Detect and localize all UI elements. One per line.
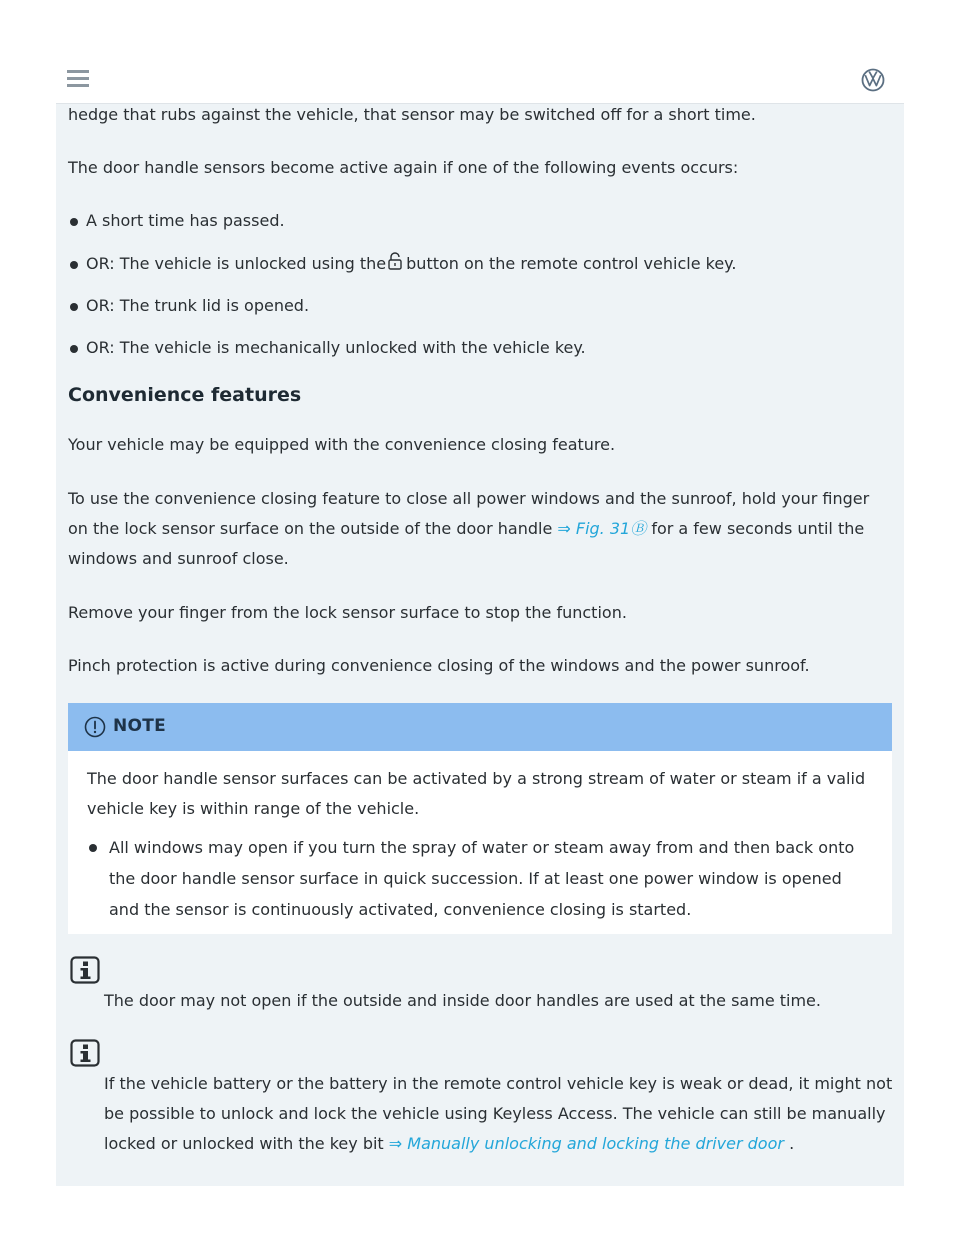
top-bar xyxy=(56,56,904,104)
manual-content: hedge that rubs against the vehicle, that sensor may be switched off for a short time. The door handle sensors become active again if one of the following events occurs: A short time has passed. OR: The vehicle is unlocked using the button on the remote control vehicle key. OR: The trunk lid is opened. OR: The vehicle is mechanically unlocked with the vehicle key. Convenience features Your vehicle may be equipped with the convenience closing feature. To use the convenience closing feature to close all power windows and the sunroof, hold your finger on the lock sensor surface on the outside of the door handle ⇒ Fig. 31Ⓑ for a few seconds until the windows and sunroof close. Remove your finger from the lock sensor surface to stop the function. Pinch protection is active during convenience closing of the windows and the power sunroof. NOTE The door handle sensor surfaces can be activated by a strong stream of water or steam if a valid vehicle key is within range of the vehicle. All windows may open if you turn the spray of water or steam away from and then back onto the door handle sensor surface in quick succession. If at least one power window is opened and the sensor is continuously activated, convenience closing is started. The door may not open if the outside and inside door handles are used at the same time. If the vehicle battery or the battery in the remote control vehicle key is weak or dead, it might not be possible to unlock and lock the vehicle using Keyless Access. The vehicle can still be manually locked or unlocked with the key bit ⇒ Manually unlocking and locking the driver door . xyxy=(56,104,904,1186)
note-text: The door handle sensor surfaces can be activated by a strong stream of water or steam if a valid vehicle key is within range of the vehicle. xyxy=(87,769,866,818)
paragraph: To use the convenience closing feature to close all power windows and the sunroof, hold your finger on the lock sensor surface on the outside of the door handle ⇒ Fig. 31Ⓑ for a few seconds until the windows and sunroof close. xyxy=(68,489,870,568)
note-bullet-text: All windows may open if you turn the spray of water or steam away from and then back onto the door handle sensor surface in quick succession. If at least one power window is opened and the sensor is continuously activated, convenience closing is started. xyxy=(109,838,855,919)
info-text: The door may not open if the outside and inside door handles are used at the same time. xyxy=(104,991,821,1010)
info-text: If the vehicle battery or the battery in the remote control vehicle key is weak or dead, it might not be possible to unlock and lock the vehicle using Keyless Access. The vehicle can still be manually locked or unlocked with the key bit ⇒ Manually unlocking and locking the driver door . xyxy=(104,1074,893,1153)
vw-logo-icon[interactable] xyxy=(861,68,885,92)
paragraph: Pinch protection is active during convenience closing of the windows and the power sunroof. xyxy=(68,656,810,675)
info-icon xyxy=(70,1039,100,1067)
bullet-dot xyxy=(89,844,97,852)
note-title: NOTE xyxy=(113,716,167,736)
manual-unlock-link[interactable]: ⇒ Manually unlocking and locking the driver door xyxy=(388,1134,784,1153)
paragraph: Remove your finger from the lock sensor surface to stop the function. xyxy=(68,603,627,622)
list-item-text: OR: The vehicle is unlocked using the xyxy=(86,254,387,273)
exclamation-circle-icon xyxy=(84,716,106,738)
list-item-text: button on the remote control vehicle key. xyxy=(406,254,737,273)
paragraph: Your vehicle may be equipped with the convenience closing feature. xyxy=(68,435,616,454)
note-box xyxy=(68,703,892,934)
note-header xyxy=(68,703,892,751)
reactivate-paragraph: The door handle sensors become active again if one of the following events occurs: xyxy=(68,158,739,177)
info-icon xyxy=(70,956,100,984)
section-title: Convenience features xyxy=(68,384,302,406)
unlock-icon xyxy=(387,252,403,270)
intro-paragraph: hedge that rubs against the vehicle, that sensor may be switched off for a short time. xyxy=(68,105,756,124)
figure-link[interactable]: ⇒ Fig. 31Ⓑ xyxy=(557,519,647,538)
hamburger-menu-icon[interactable] xyxy=(67,68,89,88)
